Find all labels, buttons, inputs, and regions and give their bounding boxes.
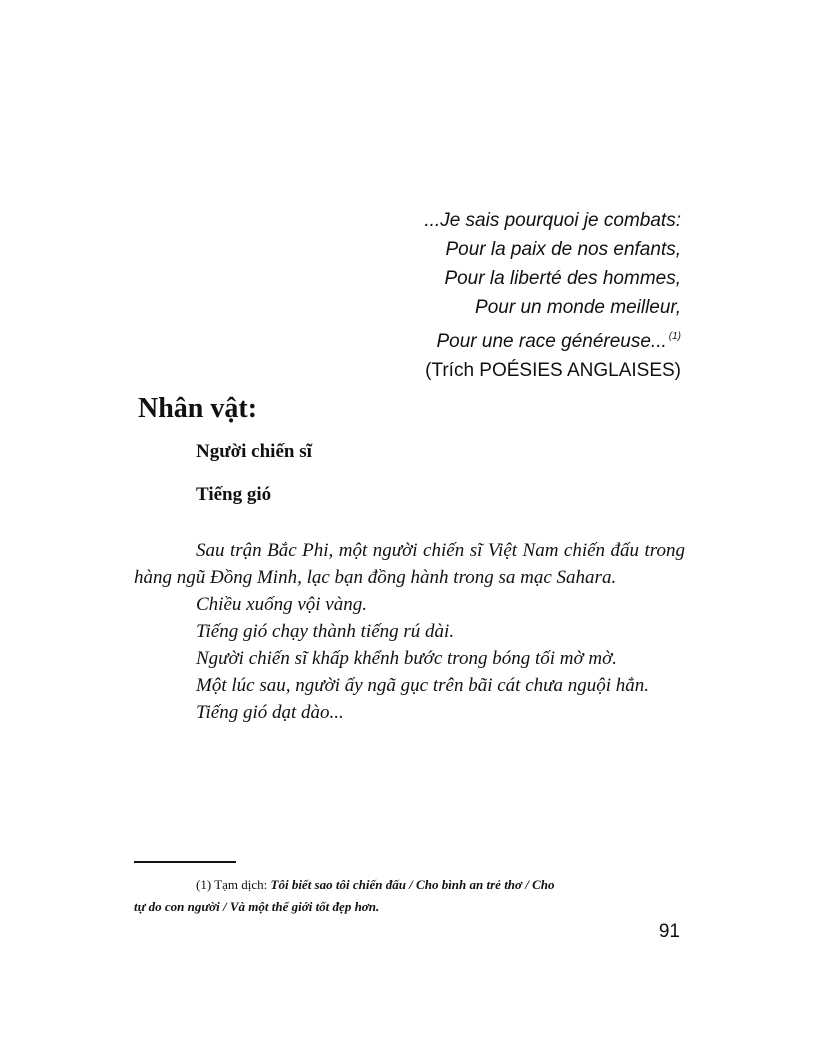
footnote-translation: Tôi biết sao tôi chiến đấu / Cho bình an trẻ thơ / Cho [270, 877, 555, 892]
epigraph-line-text: Pour une race généreuse... [436, 331, 667, 352]
epigraph-line-last [261, 322, 681, 356]
footnote [134, 874, 685, 918]
characters-list [196, 438, 312, 524]
footnote-line-1 [196, 874, 685, 896]
body-paragraph: Tiếng gió chạy thành tiếng rú dài. [196, 621, 455, 642]
footnote-label: Tạm dịch: [214, 877, 268, 892]
body-paragraph: Người chiến sĩ khấp khểnh bước trong bóng tối mờ mờ. [196, 648, 618, 669]
footnote-number: (1) [196, 877, 212, 892]
body-text [134, 537, 685, 726]
epigraph-line: Pour la paix de nos enfants, [445, 239, 681, 260]
characters-heading: Nhân vật: [138, 393, 258, 424]
epigraph [261, 206, 681, 385]
epigraph-line: ...Je sais pourquoi je combats: [424, 210, 681, 231]
epigraph-line: Pour un monde meilleur, [475, 297, 681, 318]
footnote-divider [134, 861, 236, 863]
body-paragraph: Chiều xuống vội vàng. [196, 594, 367, 615]
footnote-line-2: tự do con người / Và một thế giới tốt đẹp hơn. [134, 899, 380, 914]
body-paragraph: Một lúc sau, người ấy ngã gục trên bãi cát chưa nguội hẳn. [196, 675, 650, 696]
footnote-marker: (1) [668, 331, 681, 342]
page-number: 91 [658, 921, 680, 942]
epigraph-source: (Trích POÉSIES ANGLAISES) [425, 360, 681, 381]
character-soldier: Người chiến sĩ [196, 441, 312, 462]
epigraph-line: Pour la liberté des hommes, [444, 268, 681, 289]
body-paragraph: Tiếng gió dạt dào... [196, 702, 344, 723]
character-wind: Tiếng gió [196, 484, 272, 505]
body-paragraph: Sau trận Bắc Phi, một người chiến sĩ Việt Nam chiến đấu trong hàng ngũ Đồng Minh, lạc bạn đồng hành trong sa mạc Sahara. [134, 540, 685, 588]
